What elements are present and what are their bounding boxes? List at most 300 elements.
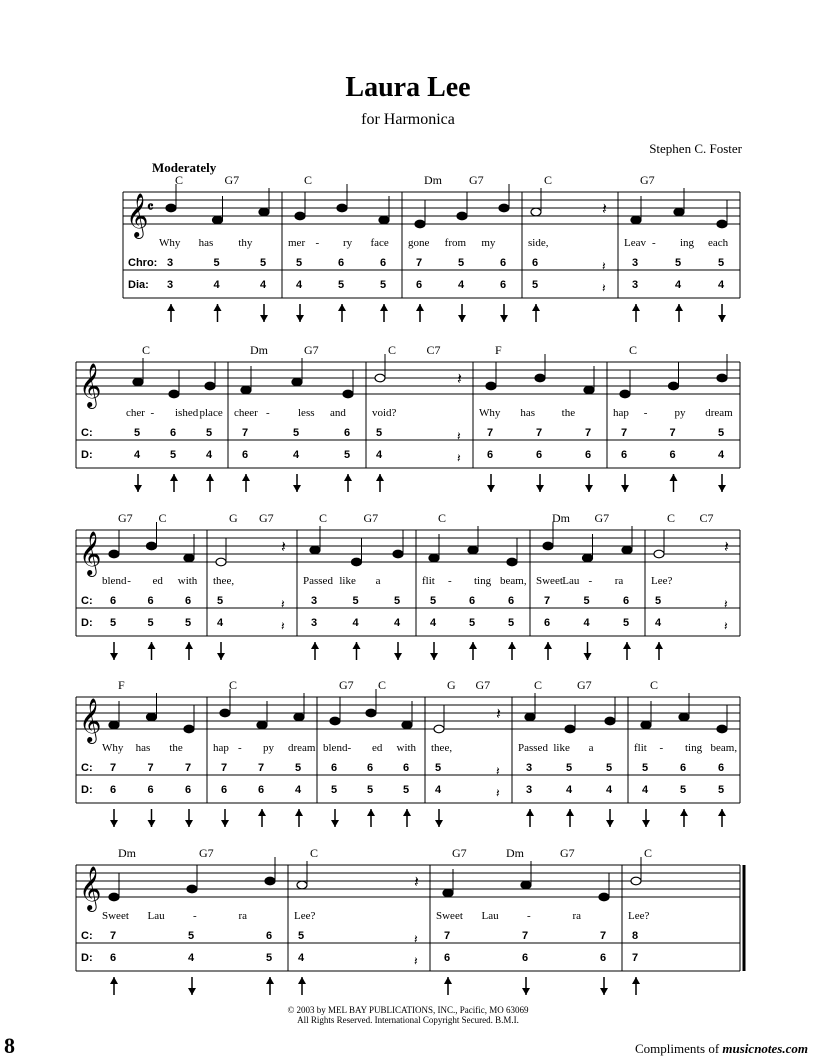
chro-hole-number: 3 <box>526 762 533 774</box>
dia-hole-number: 6 <box>221 784 228 796</box>
arrow-head-up-icon <box>242 474 250 481</box>
notehead <box>166 204 176 212</box>
quarter-rest-icon: 𝄽 <box>602 199 607 218</box>
notehead <box>583 554 593 562</box>
arrow-head-up-icon <box>670 474 678 481</box>
dia-hole-number: 5 <box>147 617 154 629</box>
treble-clef-icon: 𝄞 <box>79 698 102 742</box>
notehead <box>565 725 575 733</box>
notehead <box>343 390 353 398</box>
chro-hole-number: 3 <box>167 257 174 269</box>
arrow-head-up-icon <box>508 642 516 649</box>
chro-hole-number: 5 <box>217 595 224 607</box>
chro-hole-number: 5 <box>642 762 649 774</box>
chro-hole-number: 5 <box>188 930 195 942</box>
arrow-head-up-icon <box>718 809 726 816</box>
chord-symbol: C <box>644 846 653 860</box>
chord-symbol: G7 <box>577 678 592 692</box>
dia-hole-number: 3 <box>311 617 318 629</box>
lyric-syllable: flit <box>634 742 647 754</box>
dia-hole-number: 4 <box>293 449 300 461</box>
arrow-head-down-icon <box>296 315 304 322</box>
dia-hole-number: 4 <box>295 784 302 796</box>
chord-symbol: F <box>495 343 502 357</box>
chord-symbol: G7 <box>259 511 274 525</box>
chro-hole-number: 5 <box>293 427 300 439</box>
dia-hole-number: 4 <box>606 784 613 796</box>
notehead <box>147 542 157 550</box>
chro-hole-number: 7 <box>544 595 551 607</box>
arrow-head-up-icon <box>566 809 574 816</box>
chro-hole-number: 7 <box>185 762 192 774</box>
lyric-syllable: - <box>150 407 155 419</box>
chro-hole-number: 7 <box>522 930 529 942</box>
treble-clef-icon: 𝄞 <box>79 363 102 407</box>
dia-hole-number: 6 <box>669 449 676 461</box>
quarter-rest-icon: 𝄽 <box>414 872 419 891</box>
arrow-head-down-icon <box>584 653 592 660</box>
chro-hole-number: 6 <box>344 427 351 439</box>
rest-mark-icon: 𝄽 <box>602 259 606 273</box>
notehead <box>674 208 684 216</box>
notehead <box>216 558 226 566</box>
chord-symbol: F <box>118 678 125 692</box>
chro-hole-number: 7 <box>258 762 265 774</box>
lyric-syllable: Lee? <box>294 910 316 922</box>
dia-hole-number: 6 <box>242 449 249 461</box>
notehead <box>531 208 541 216</box>
dia-hole-number: 6 <box>536 449 543 461</box>
chro-label: Chro: <box>128 257 158 269</box>
rest-mark-icon: 𝄽 <box>414 932 418 946</box>
arrow-head-down-icon <box>718 485 726 492</box>
quarter-rest-icon: 𝄽 <box>496 704 501 723</box>
notehead <box>297 881 307 889</box>
notehead <box>241 386 251 394</box>
arrow-head-up-icon <box>380 304 388 311</box>
chord-symbol: C <box>388 343 397 357</box>
lyric-syllable: place <box>199 407 223 419</box>
arrow-head-up-icon <box>206 474 214 481</box>
notehead <box>310 546 320 554</box>
dia-hole-number: 7 <box>632 952 639 964</box>
arrow-head-down-icon <box>718 315 726 322</box>
dia-hole-number: 5 <box>680 784 687 796</box>
dia-hole-number: 5 <box>380 279 387 291</box>
lyric-syllable: blend <box>102 575 127 587</box>
notehead <box>429 554 439 562</box>
chro-hole-number: 6 <box>185 595 192 607</box>
chro-hole-number: 6 <box>623 595 630 607</box>
lyric-syllable: Lee? <box>651 575 673 587</box>
treble-clef-icon: 𝄞 <box>79 531 102 575</box>
dia-hole-number: 6 <box>444 952 451 964</box>
rest-mark-icon: 𝄽 <box>602 281 606 295</box>
notehead <box>184 725 194 733</box>
chro-hole-number: 7 <box>585 427 592 439</box>
lyric-syllable: has <box>198 237 214 249</box>
arrow-head-up-icon <box>544 642 552 649</box>
dia-hole-number: 4 <box>394 617 401 629</box>
notehead <box>654 550 664 558</box>
lyric-syllable: has <box>520 407 536 419</box>
arrow-head-down-icon <box>221 820 229 827</box>
notehead <box>220 709 230 717</box>
chord-symbol: C <box>158 511 167 525</box>
lyric-syllable: - <box>193 910 197 922</box>
chord-symbol: C <box>534 678 543 692</box>
dia-hole-number: 4 <box>296 279 303 291</box>
arrow-head-down-icon <box>331 820 339 827</box>
arrow-head-up-icon <box>532 304 540 311</box>
chro-hole-number: 5 <box>298 930 305 942</box>
chro-hole-number: 6 <box>500 257 507 269</box>
chro-hole-number: 7 <box>110 762 117 774</box>
chro-label: C: <box>81 427 93 439</box>
lyric-syllable: mer <box>288 237 306 249</box>
chro-hole-number: 7 <box>600 930 607 942</box>
notehead <box>213 216 223 224</box>
lyric-syllable: Passed <box>303 575 333 587</box>
rest-mark-icon: 𝄽 <box>281 597 285 611</box>
lyric-syllable: Sweet <box>102 910 129 922</box>
notehead <box>525 713 535 721</box>
lyric-syllable: beam, <box>710 742 738 754</box>
arrow-head-up-icon <box>632 304 640 311</box>
rest-mark-icon: 𝄽 <box>496 764 500 778</box>
time-signature: 𝄴 <box>147 200 154 216</box>
lyric-syllable: ra <box>614 575 624 587</box>
lyric-syllable: ra <box>238 910 248 922</box>
dia-label: D: <box>81 784 93 796</box>
dia-hole-number: 5 <box>623 617 630 629</box>
chro-hole-number: 7 <box>110 930 117 942</box>
notehead <box>717 220 727 228</box>
dia-hole-number: 4 <box>718 279 725 291</box>
lyric-syllable: like <box>553 742 570 754</box>
tempo-marking: Moderately <box>152 160 217 175</box>
copyright-line-1: © 2003 by MEL BAY PUBLICATIONS, INC., Pacific, MO 63069 <box>287 1005 529 1015</box>
notehead <box>265 877 275 885</box>
lyric-syllable: - <box>588 575 593 587</box>
arrow-head-down-icon <box>621 485 629 492</box>
quarter-rest-icon: 𝄽 <box>281 537 286 556</box>
dia-hole-number: 4 <box>675 279 682 291</box>
notehead <box>622 546 632 554</box>
chord-symbol: Dm <box>552 511 570 525</box>
dia-hole-number: 5 <box>185 617 192 629</box>
chro-hole-number: 6 <box>403 762 410 774</box>
lyric-syllable: from <box>444 237 467 249</box>
lyric-syllable: has <box>135 742 151 754</box>
arrow-head-down-icon <box>606 820 614 827</box>
lyric-syllable: side, <box>528 237 549 249</box>
notehead <box>507 558 517 566</box>
arrow-head-up-icon <box>367 809 375 816</box>
chro-label: C: <box>81 595 93 607</box>
notehead <box>641 721 651 729</box>
chro-hole-number: 6 <box>718 762 725 774</box>
notehead <box>521 881 531 889</box>
chro-hole-number: 6 <box>170 427 177 439</box>
lyric-syllable: - <box>238 742 242 754</box>
dia-hole-number: 4 <box>134 449 141 461</box>
compliments-prefix: Compliments of <box>635 1041 720 1056</box>
lyric-syllable: less <box>298 407 315 419</box>
chord-symbol: C <box>544 173 553 187</box>
dia-hole-number: 5 <box>110 617 117 629</box>
lyric-syllable: - <box>315 237 320 249</box>
lyric-syllable: Sweet <box>536 575 563 587</box>
lyric-syllable: ra <box>572 910 582 922</box>
dia-label: D: <box>81 952 93 964</box>
notehead <box>535 374 545 382</box>
dia-hole-number: 6 <box>621 449 628 461</box>
chro-hole-number: 5 <box>606 762 613 774</box>
chord-symbol: G7 <box>560 846 575 860</box>
chro-hole-number: 7 <box>416 257 423 269</box>
notehead <box>584 386 594 394</box>
chro-hole-number: 6 <box>380 257 387 269</box>
chro-hole-number: 5 <box>458 257 465 269</box>
lyric-syllable: Lau <box>481 910 499 922</box>
dia-hole-number: 5 <box>403 784 410 796</box>
lyric-syllable: flit <box>422 575 435 587</box>
chord-symbol: G <box>447 678 456 692</box>
dia-hole-number: 6 <box>185 784 192 796</box>
notehead <box>184 554 194 562</box>
notehead <box>295 212 305 220</box>
arrow-head-down-icon <box>536 485 544 492</box>
notehead <box>109 721 119 729</box>
lyric-syllable: - <box>643 407 648 419</box>
notehead <box>337 204 347 212</box>
lyric-syllable: Lee? <box>628 910 650 922</box>
arrow-head-up-icon <box>185 642 193 649</box>
notehead <box>669 382 679 390</box>
chro-hole-number: 5 <box>566 762 573 774</box>
dia-hole-number: 4 <box>352 617 359 629</box>
dia-hole-number: 4 <box>260 279 267 291</box>
chord-symbol: C <box>650 678 659 692</box>
chro-hole-number: 7 <box>536 427 543 439</box>
dia-hole-number: 4 <box>188 952 195 964</box>
arrow-head-down-icon <box>134 485 142 492</box>
notehead <box>169 390 179 398</box>
chro-hole-number: 6 <box>266 930 273 942</box>
notehead <box>415 220 425 228</box>
dia-hole-number: 5 <box>338 279 345 291</box>
arrow-head-down-icon <box>642 820 650 827</box>
chord-symbol: C <box>304 173 313 187</box>
arrow-head-up-icon <box>338 304 346 311</box>
notehead <box>259 208 269 216</box>
chord-symbol: G <box>229 511 238 525</box>
arrow-head-up-icon <box>170 474 178 481</box>
lyric-syllable: gone <box>408 237 430 249</box>
treble-clef-icon: 𝄞 <box>79 866 102 910</box>
dia-hole-number: 3 <box>167 279 174 291</box>
lyric-syllable: the <box>561 407 576 419</box>
chord-symbol: G7 <box>363 511 379 525</box>
chord-symbol: G7 <box>469 173 484 187</box>
copyright-notice <box>0 1005 816 1025</box>
chord-symbol: G7 <box>304 343 319 357</box>
notehead <box>109 550 119 558</box>
notehead <box>631 216 641 224</box>
lyric-syllable: ished <box>175 407 199 419</box>
notehead <box>434 725 444 733</box>
lyric-syllable: ry <box>343 237 353 249</box>
dia-hole-number: 6 <box>522 952 529 964</box>
lyric-syllable: face <box>370 237 389 249</box>
lyric-syllable: with <box>177 575 198 587</box>
rest-mark-icon: 𝄽 <box>496 786 500 800</box>
arrow-head-down-icon <box>500 315 508 322</box>
notehead <box>292 378 302 386</box>
chro-hole-number: 5 <box>435 762 442 774</box>
lyric-syllable: Lau <box>562 575 580 587</box>
chord-symbol: G7 <box>224 173 240 187</box>
notehead <box>402 721 412 729</box>
lyric-syllable: cher <box>126 407 145 419</box>
notehead <box>717 725 727 733</box>
dia-hole-number: 4 <box>430 617 437 629</box>
arrow-head-down-icon <box>458 315 466 322</box>
arrow-head-down-icon <box>487 485 495 492</box>
notehead <box>486 382 496 390</box>
dia-hole-number: 3 <box>526 784 533 796</box>
arrow-head-down-icon <box>430 653 438 660</box>
chro-hole-number: 7 <box>621 427 628 439</box>
dia-hole-number: 4 <box>217 617 224 629</box>
lyric-syllable: the <box>169 742 183 754</box>
lyric-syllable: hap <box>613 407 629 419</box>
quarter-rest-icon: 𝄽 <box>457 369 462 388</box>
notehead <box>133 378 143 386</box>
lyric-syllable: - <box>448 575 452 587</box>
lyric-syllable: - <box>659 742 664 754</box>
chro-label: C: <box>81 930 93 942</box>
notehead <box>443 889 453 897</box>
lyric-syllable: cheer <box>234 407 258 419</box>
chord-symbol: C <box>438 511 447 525</box>
dia-hole-number: 4 <box>642 784 649 796</box>
arrow-head-up-icon <box>416 304 424 311</box>
rest-mark-icon: 𝄽 <box>414 954 418 968</box>
lyric-syllable: and <box>330 407 346 419</box>
notehead <box>499 204 509 212</box>
chord-symbol: C <box>175 173 184 187</box>
notehead <box>599 893 609 901</box>
notehead <box>679 713 689 721</box>
notehead <box>352 558 362 566</box>
dia-hole-number: 6 <box>585 449 592 461</box>
lyric-syllable: Lau <box>147 910 165 922</box>
chord-symbol: C7 <box>426 343 441 357</box>
arrow-head-up-icon <box>526 809 534 816</box>
chord-symbol: G7 <box>199 846 214 860</box>
dia-hole-number: 5 <box>718 784 725 796</box>
notehead <box>205 382 215 390</box>
dia-hole-number: 6 <box>416 279 423 291</box>
notehead <box>543 542 553 550</box>
chro-hole-number: 5 <box>352 595 359 607</box>
chro-hole-number: 7 <box>147 762 154 774</box>
chro-hole-number: 5 <box>430 595 437 607</box>
arrow-head-up-icon <box>623 642 631 649</box>
notehead <box>187 885 197 893</box>
chro-hole-number: 5 <box>394 595 401 607</box>
lyric-syllable: Why <box>102 742 124 754</box>
chro-hole-number: 5 <box>134 427 141 439</box>
dia-hole-number: 5 <box>331 784 338 796</box>
chro-label: C: <box>81 762 93 774</box>
dia-hole-number: 5 <box>266 952 273 964</box>
song-subtitle: for Harmonica <box>361 111 455 128</box>
rest-mark-icon: 𝄽 <box>724 619 728 633</box>
chro-hole-number: 3 <box>632 257 639 269</box>
lyric-syllable: ting <box>474 575 492 587</box>
lyric-syllable: - <box>266 407 270 419</box>
lyric-syllable: Leav <box>624 237 646 249</box>
dia-hole-number: 4 <box>566 784 573 796</box>
arrow-head-up-icon <box>148 642 156 649</box>
arrow-head-down-icon <box>188 988 196 995</box>
arrow-head-up-icon <box>311 642 319 649</box>
lyric-syllable: ed <box>152 575 163 587</box>
chord-symbol: G7 <box>452 846 467 860</box>
lyric-syllable: ting <box>685 742 703 754</box>
lyric-syllable: beam, <box>500 575 527 587</box>
lyric-syllable: with <box>396 742 417 754</box>
chro-hole-number: 7 <box>669 427 676 439</box>
dia-hole-number: 5 <box>508 617 515 629</box>
dia-label: Dia: <box>128 279 149 291</box>
lyric-syllable: ed <box>372 742 383 754</box>
dia-hole-number: 6 <box>147 784 154 796</box>
dia-hole-number: 6 <box>110 784 117 796</box>
arrow-head-up-icon <box>469 642 477 649</box>
arrow-head-down-icon <box>260 315 268 322</box>
song-title: Laura Lee <box>345 72 471 103</box>
dia-label: D: <box>81 617 93 629</box>
notehead <box>330 717 340 725</box>
chro-hole-number: 6 <box>331 762 338 774</box>
lyric-syllable: Why <box>479 407 501 419</box>
notehead <box>605 717 615 725</box>
rest-mark-icon: 𝄽 <box>457 451 461 465</box>
lyric-syllable: - <box>127 575 131 587</box>
chro-hole-number: 5 <box>376 427 383 439</box>
lyric-syllable: Passed <box>518 742 548 754</box>
dia-hole-number: 6 <box>544 617 551 629</box>
arrow-head-up-icon <box>353 642 361 649</box>
chro-hole-number: 5 <box>260 257 267 269</box>
notehead <box>109 893 119 901</box>
dia-hole-number: 6 <box>110 952 117 964</box>
lyric-syllable: py <box>674 407 686 419</box>
notehead <box>147 713 157 721</box>
chord-symbol: G7 <box>118 511 133 525</box>
arrow-head-down-icon <box>522 988 530 995</box>
arrow-head-up-icon <box>266 977 274 984</box>
chro-hole-number: 5 <box>675 257 682 269</box>
chro-hole-number: 5 <box>295 762 302 774</box>
dia-hole-number: 4 <box>376 449 383 461</box>
rest-mark-icon: 𝄽 <box>724 597 728 611</box>
chro-hole-number: 6 <box>469 595 476 607</box>
